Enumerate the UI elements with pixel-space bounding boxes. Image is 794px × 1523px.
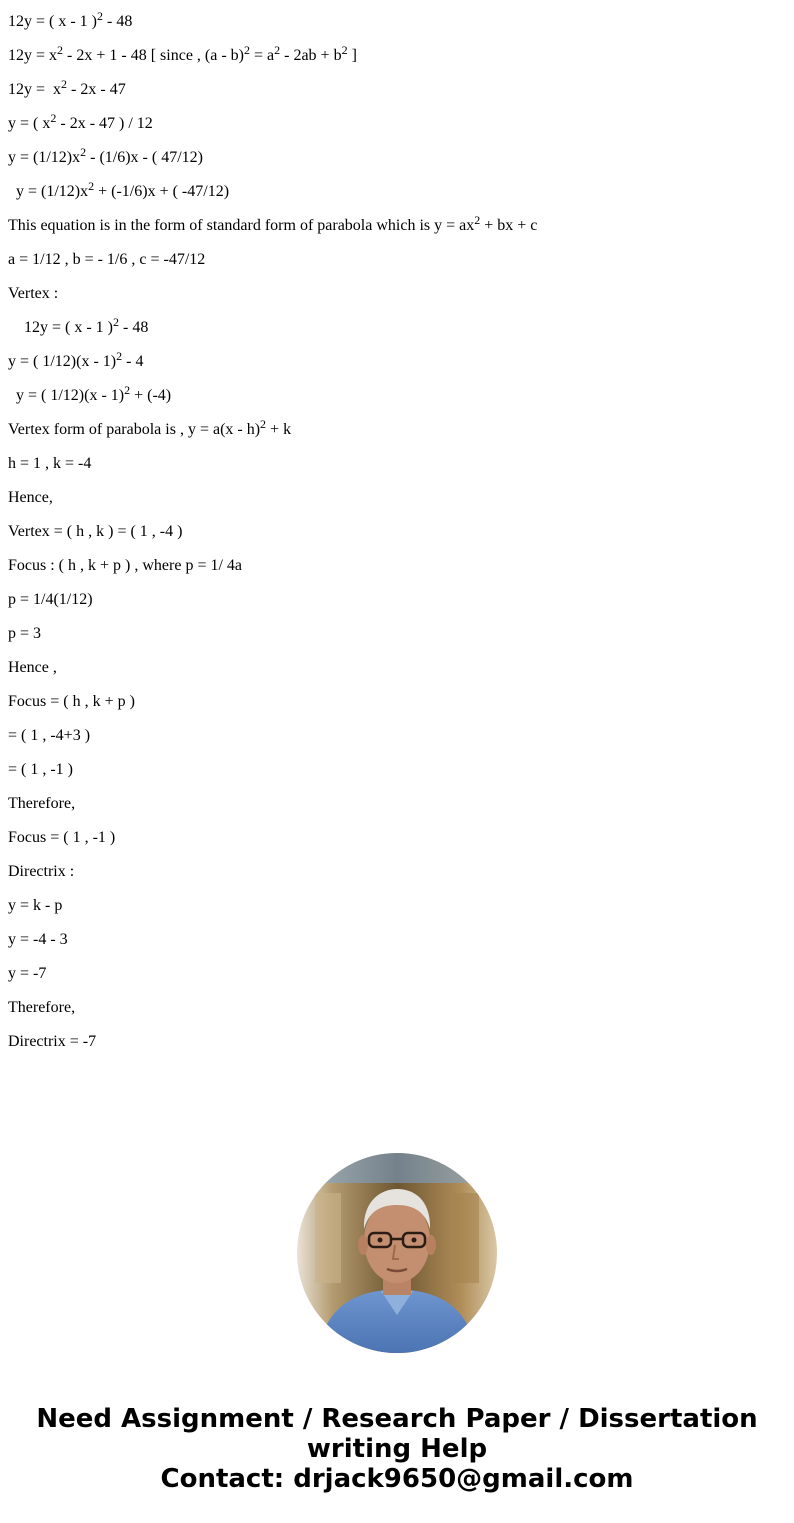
line-text: + k [266,421,292,438]
line-text: This equation is in the form of standard form of parabola which is y = ax [8,217,475,234]
line-text: = a [250,47,275,64]
line-text: Hence , [8,659,57,676]
line-text: 12y = x [8,81,62,98]
line-text: - 2x + 1 - 48 [ since , (a - b) [63,47,244,64]
solution-line [8,43,784,65]
solution-line [8,999,784,1017]
line-text: = ( 1 , -1 ) [8,761,74,778]
line-text: p = 1/4(1/12) [8,591,93,608]
line-text: Directrix = -7 [8,1033,97,1050]
superscript: 2 [474,213,481,227]
line-text: - 48 [103,13,133,30]
line-text: + (-1/6)x + ( -47/12) [94,183,230,200]
solution-line [8,315,784,337]
solution-line [8,77,784,99]
line-text: + (-4) [130,387,172,404]
solution-line [8,523,784,541]
line-text: 12y = ( x - 1 ) [8,13,98,30]
solution-line [8,761,784,779]
cta-line-2: writing Help [306,1434,488,1464]
line-text: Hence, [8,489,53,506]
line-text: Focus = ( h , k + p ) [8,693,135,710]
line-text: Vertex form of parabola is , y = a(x - h) [8,421,261,438]
solution-line [8,285,784,303]
tutor-portrait-icon [297,1153,497,1353]
line-text: a = 1/12 , b = - 1/6 , c = -47/12 [8,251,206,268]
solution-line [8,9,784,31]
superscript: 2 [116,349,123,363]
line-text: Vertex = ( h , k ) = ( 1 , -4 ) [8,523,183,540]
superscript: 2 [113,315,120,329]
superscript: 2 [97,9,104,23]
line-text: Focus = ( 1 , -1 ) [8,829,116,846]
solution-line [8,795,784,813]
solution-line [8,145,784,167]
tutor-avatar [297,1153,497,1353]
superscript: 2 [341,43,348,57]
line-text: 12y = x [8,47,58,64]
solution-line [8,931,784,949]
solution-line [8,111,784,133]
solution-line [8,965,784,983]
line-text: y = -4 - 3 [8,931,68,948]
line-text: y = ( 1/12)(x - 1) [8,353,117,370]
line-text: h = 1 , k = -4 [8,455,92,472]
superscript: 2 [124,383,131,397]
solution-line [8,489,784,507]
line-text: Directrix : [8,863,75,880]
line-text: - 2x - 47 ) / 12 [56,115,153,132]
solution-line [8,455,784,473]
line-text: Therefore, [8,795,76,812]
solution-line [8,1033,784,1051]
line-text: y = k - p [8,897,63,914]
line-text: - 48 [119,319,149,336]
solution-line [8,897,784,915]
superscript: 2 [274,43,281,57]
solution-steps [8,0,784,1067]
solution-line [8,727,784,745]
line-text: 12y = ( x - 1 ) [8,319,114,336]
line-text: y = (1/12)x [8,149,81,166]
solution-line [8,557,784,575]
line-text: y = ( x [8,115,51,132]
solution-line [8,383,784,405]
solution-line [8,349,784,371]
line-text: - (1/6)x - ( 47/12) [86,149,203,166]
solution-line [8,829,784,847]
line-text: Vertex : [8,285,59,302]
solution-line [8,417,784,439]
solution-line [8,179,784,201]
line-text: y = -7 [8,965,47,982]
solution-line [8,693,784,711]
line-text: Therefore, [8,999,76,1016]
solution-line [8,251,784,269]
line-text: - 2ab + b [280,47,342,64]
superscript: 2 [50,111,57,125]
line-text: = ( 1 , -4+3 ) [8,727,91,744]
solution-line [8,659,784,677]
line-text: Focus : ( h , k + p ) , where p = 1/ 4a [8,557,243,574]
contact-banner [0,1404,794,1494]
superscript: 2 [260,417,267,431]
superscript: 2 [88,179,95,193]
superscript: 2 [244,43,250,57]
line-text: y = (1/12)x [8,183,89,200]
superscript: 2 [57,43,64,57]
line-text: ] [347,47,357,64]
line-text: p = 3 [8,625,42,642]
solution-line [8,863,784,881]
line-text: - 4 [122,353,144,370]
solution-line [8,213,784,235]
cta-line-3: Contact: drjack9650@gmail.com [160,1464,634,1494]
superscript: 2 [80,145,87,159]
solution-line [8,591,784,609]
line-text: - 2x - 47 [67,81,126,98]
line-text: + bx + c [480,217,538,234]
superscript: 2 [61,77,68,91]
cta-line-1: Need Assignment / Research Paper / Dissertation [36,1404,758,1434]
solution-line [8,625,784,643]
line-text: y = ( 1/12)(x - 1) [8,387,125,404]
